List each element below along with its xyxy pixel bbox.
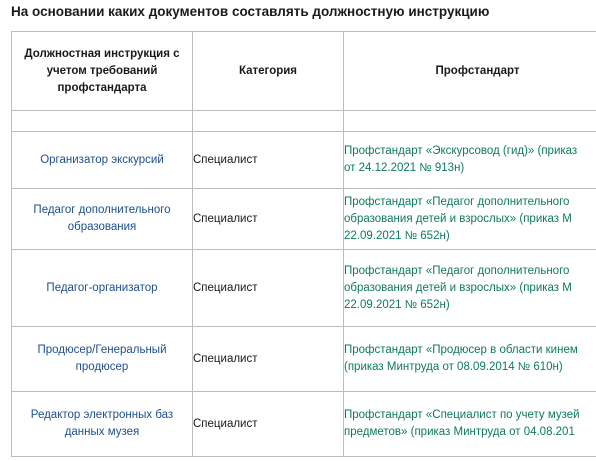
standard-link[interactable] — [344, 392, 596, 457]
table-header-row — [12, 32, 596, 111]
table-spacer-row — [12, 111, 596, 132]
table-row — [12, 132, 596, 189]
table-row — [12, 250, 596, 327]
standard-link[interactable] — [344, 327, 596, 392]
position-text[interactable]: Продюсер/Генеральный — [37, 344, 167, 356]
standard-text[interactable]: Профстандарт «Экскурсовод (гид)» (приказ — [344, 145, 578, 157]
header-line: профстандарта — [57, 81, 147, 94]
position-text[interactable]: Редактор электронных баз — [30, 409, 174, 421]
empty-cell — [344, 111, 596, 132]
standard-text[interactable]: Профстандарт «Продюсер в области кинем — [344, 344, 578, 356]
empty-cell — [12, 111, 193, 132]
standard-text[interactable]: предметов» (приказ Минтруда от 04.08.201 — [344, 426, 575, 438]
category-cell: Специалист — [193, 250, 344, 327]
category-cell: Специалист — [193, 392, 344, 457]
position-text[interactable]: Педагог дополнительного — [33, 204, 171, 216]
position-link[interactable] — [12, 189, 193, 250]
standard-text[interactable]: Профстандарт «Специалист по учету музей — [344, 409, 580, 421]
position-text[interactable]: образования — [67, 221, 137, 233]
position-link[interactable] — [12, 327, 193, 392]
position-text[interactable]: данных музея — [64, 426, 140, 438]
position-text[interactable]: Педагог-организатор — [46, 281, 158, 294]
column-header-standard: Профстандарт — [344, 32, 596, 111]
position-link[interactable] — [12, 392, 193, 457]
standard-link[interactable] — [344, 250, 596, 327]
standard-text[interactable]: Профстандарт «Педагог дополнительного — [344, 195, 570, 208]
table-row — [12, 189, 596, 250]
documents-table — [11, 31, 596, 457]
category-cell: Специалист — [193, 327, 344, 392]
category-cell: Специалист — [193, 189, 344, 250]
standard-text[interactable]: образования детей и взрослых» (приказ М — [344, 281, 572, 294]
header-line: учетом требований — [46, 64, 158, 77]
header-line: Должностная инструкция с — [24, 47, 180, 60]
empty-cell — [193, 111, 344, 132]
position-link[interactable] — [12, 250, 193, 327]
standard-text[interactable]: от 24.12.2021 № 913н) — [344, 162, 465, 174]
position-text[interactable]: Организатор экскурсий — [40, 153, 164, 166]
standard-link[interactable] — [344, 189, 596, 250]
position-link[interactable] — [12, 132, 193, 189]
standard-text[interactable]: 22.09.2021 № 652н) — [344, 229, 450, 242]
column-header-category: Категория — [193, 32, 344, 111]
standard-text[interactable]: образования детей и взрослых» (приказ М — [344, 212, 572, 225]
standard-text[interactable]: (приказ Минтруда от 08.09.2014 № 610н) — [344, 361, 563, 373]
column-header-position — [12, 32, 193, 111]
position-text[interactable]: продюсер — [75, 361, 129, 373]
article-heading: На основании каких документов составлять должностную инструкцию — [11, 4, 490, 19]
table-row — [12, 392, 596, 457]
standard-text[interactable]: 22.09.2021 № 652н) — [344, 298, 450, 311]
standard-link[interactable] — [344, 132, 596, 189]
table-row — [12, 327, 596, 392]
standard-text[interactable]: Профстандарт «Педагог дополнительного — [344, 264, 570, 277]
category-cell: Специалист — [193, 132, 344, 189]
